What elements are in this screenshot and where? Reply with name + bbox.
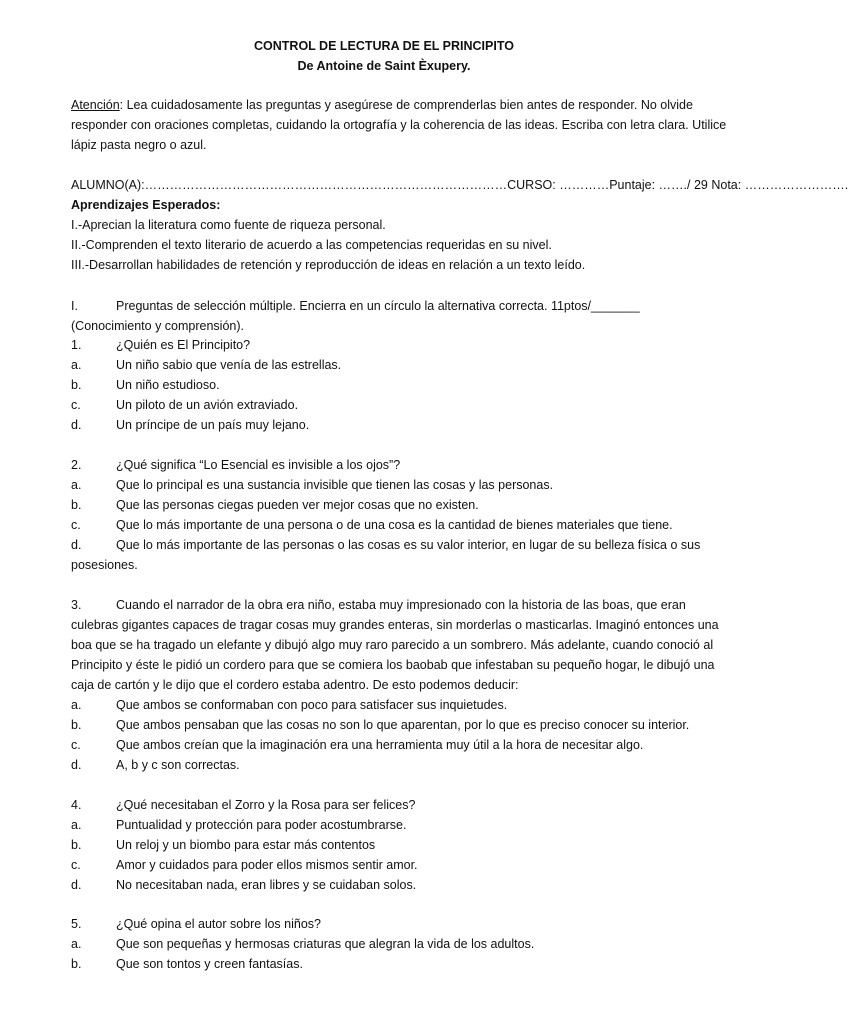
question-text: ¿Qué significa “Lo Esencial es invisible a los ojos”? [116, 458, 401, 472]
objective-item: III.-Desarrollan habilidades de retención y reproducción de ideas en relación a un texto leído. [71, 258, 586, 272]
option-letter: b. [71, 838, 82, 852]
question-text: ¿Quién es El Principito? [116, 338, 251, 352]
option-letter: c. [71, 858, 81, 872]
option-text: Que lo principal es una sustancia invisible que tienen las cosas y las personas. [116, 478, 554, 492]
attention-label: Atención [71, 98, 120, 112]
option-text: No necesitaban nada, eran libres y se cuidaban solos. [116, 878, 417, 892]
section-subtext: (Conocimiento y comprensión). [71, 319, 244, 333]
option-text: Un piloto de un avión extraviado. [116, 398, 299, 412]
option-letter: b. [71, 498, 82, 512]
attention-text-1: : Lea cuidadosamente las preguntas y asegúrese de comprenderlas bien antes de responder. No olvide [119, 98, 693, 112]
question-text: ¿Qué necesitaban el Zorro y la Rosa para ser felices? [116, 798, 416, 812]
option-letter: a. [71, 478, 82, 492]
option-letter: b. [71, 718, 82, 732]
question-text-continued: caja de cartón y le dijo que el cordero estaba adentro. De esto podemos deducir: [71, 678, 519, 692]
student-info-line: ALUMNO(A):……………………………………………………………………………CURSO: …………Puntaje: ……./ 29 Nota: ……………………. [71, 178, 848, 192]
option-text: Que son pequeñas y hermosas criaturas que alegran la vida de los adultos. [116, 937, 535, 951]
option-text: Que ambos creían que la imaginación era una herramienta muy útil a la hora de necesitar algo. [116, 738, 644, 752]
question-text-continued: culebras gigantes capaces de tragar cosas muy grandes enteras, sin morderlas o masticarlas. Imaginó entonces una [71, 618, 719, 632]
question-number: 5. [71, 917, 82, 931]
option-text: Un niño sabio que venía de las estrellas. [116, 358, 342, 372]
section-number: I. [71, 299, 78, 313]
option-letter: b. [71, 378, 82, 392]
objective-item: II.-Comprenden el texto literario de acuerdo a las competencias requeridas en su nivel. [71, 238, 552, 252]
option-text: Que son tontos y creen fantasías. [116, 957, 303, 971]
question-text: Cuando el narrador de la obra era niño, estaba muy impresionado con la historia de las boas, que eran [116, 598, 686, 612]
attention-line-3: lápiz pasta negro o azul. [71, 138, 207, 152]
option-letter: d. [71, 418, 82, 432]
option-letter: c. [71, 738, 81, 752]
option-letter: c. [71, 518, 81, 532]
option-text: Un niño estudioso. [116, 378, 220, 392]
document-title: CONTROL DE LECTURA DE EL PRINCIPITO [254, 39, 514, 53]
option-letter: c. [71, 398, 81, 412]
option-letter: d. [71, 878, 82, 892]
attention-line-1 [71, 97, 693, 113]
option-text: Que las personas ciegas pueden ver mejor cosas que no existen. [116, 498, 479, 512]
option-text: Que ambos se conformaban con poco para satisfacer sus inquietudes. [116, 698, 508, 712]
attention-line-2: responder con oraciones completas, cuidando la ortografía y la coherencia de las ideas. Escriba con letra clara. Utilice [71, 118, 727, 132]
document-subtitle: De Antoine de Saint Èxupery. [297, 59, 471, 73]
option-text: Un reloj y un biombo para estar más contentos [116, 838, 376, 852]
option-text: Que lo más importante de las personas o las cosas es su valor interior, en lugar de su belleza física o sus [116, 538, 701, 552]
option-letter: a. [71, 698, 82, 712]
question-text-continued: Principito y éste le pidió un cordero para que se comiera los baobab que infestaban su pequeño hogar, le dibujó una [71, 658, 715, 672]
question-number: 4. [71, 798, 82, 812]
question-text-continued: boa que se ha tragado un elefante y dibujó algo muy raro parecido a un sombrero. Más adelante, cuando conoció al [71, 638, 714, 652]
option-text: A, b y c son correctas. [116, 758, 240, 772]
option-letter: a. [71, 358, 82, 372]
option-text: Puntualidad y protección para poder acostumbrarse. [116, 818, 407, 832]
option-text: Amor y cuidados para poder ellos mismos sentir amor. [116, 858, 418, 872]
option-letter: d. [71, 758, 82, 772]
objective-item: I.-Aprecian la literatura como fuente de riqueza personal. [71, 218, 386, 232]
option-text: Que lo más importante de una persona o de una cosa es la cantidad de bienes materiales que tiene. [116, 518, 673, 532]
option-text: Un príncipe de un país muy lejano. [116, 418, 310, 432]
question-number: 1. [71, 338, 82, 352]
section-instructions: Preguntas de selección múltiple. Encierra en un círculo la alternativa correcta. 11ptos/_______ [116, 299, 640, 313]
question-text: ¿Qué opina el autor sobre los niños? [116, 917, 321, 931]
option-letter: a. [71, 937, 82, 951]
option-continuation: posesiones. [71, 558, 138, 572]
option-letter: a. [71, 818, 82, 832]
question-number: 3. [71, 598, 82, 612]
option-text: Que ambos pensaban que las cosas no son lo que aparentan, por lo que es preciso conocer su interior. [116, 718, 690, 732]
option-letter: d. [71, 538, 82, 552]
question-number: 2. [71, 458, 82, 472]
option-letter: b. [71, 957, 82, 971]
objectives-heading: Aprendizajes Esperados: [71, 198, 221, 212]
